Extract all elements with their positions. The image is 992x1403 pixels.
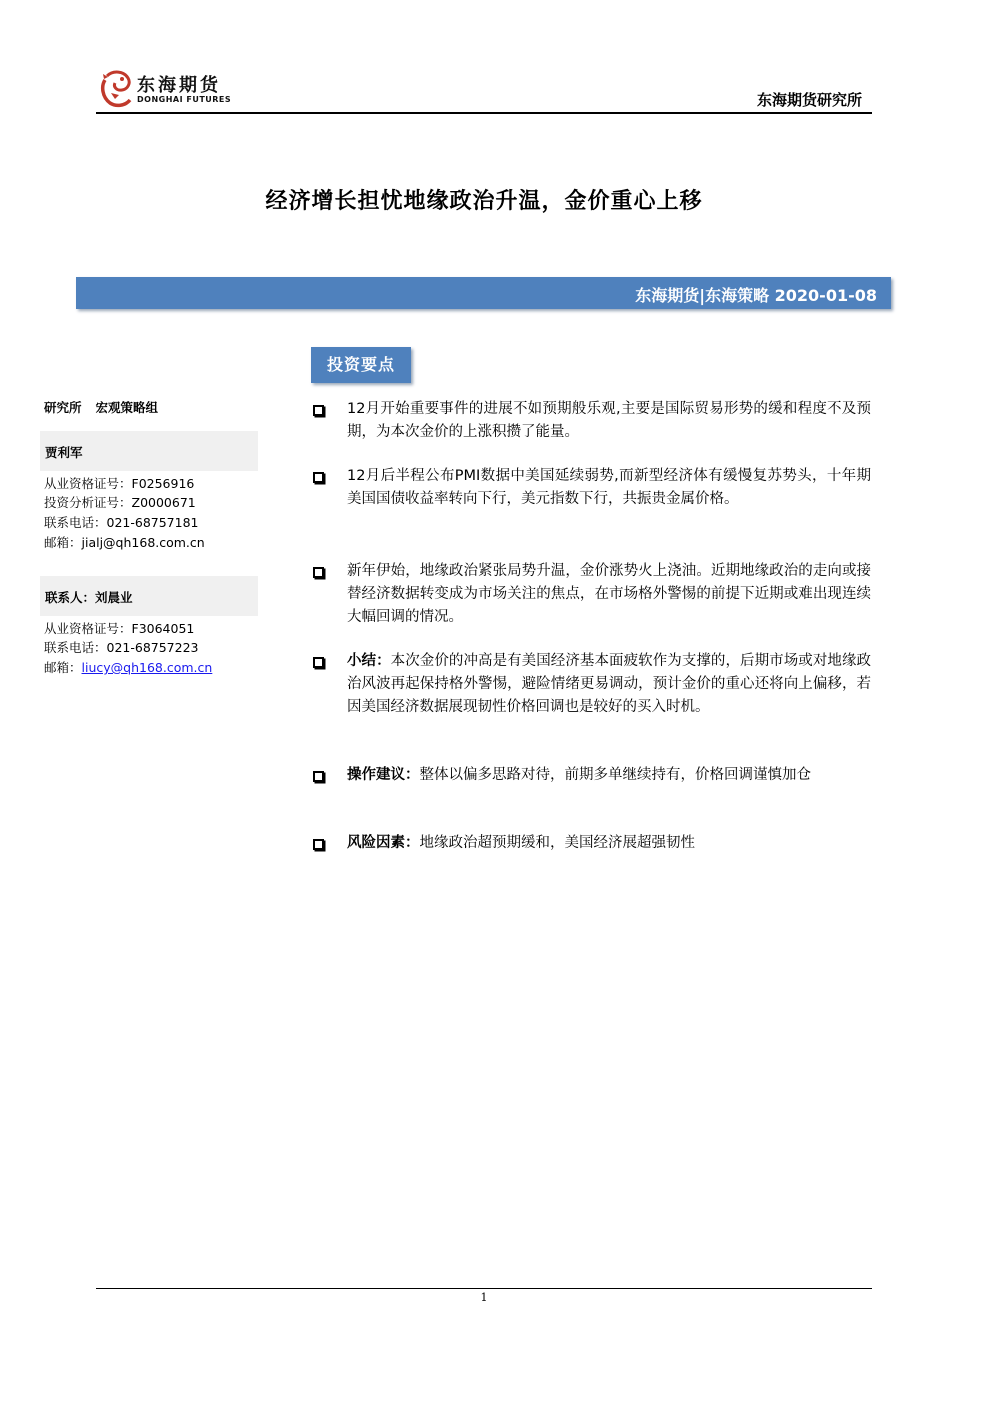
group-label: 宏观策略组 — [95, 400, 159, 415]
point-3 — [347, 560, 871, 629]
contact-name-box — [40, 576, 258, 616]
point-lead: 操作建议： — [347, 767, 420, 783]
point-text: 12月后半程公布PMI数据中美国延续弱势,而新型经济体有缓慢复苏势头，十年期美国国债收益率转向下行，美元指数下行，共振贵金属价格。 — [347, 468, 871, 507]
analyst-name: 贾利军 — [45, 445, 83, 460]
header-divider — [96, 112, 872, 114]
analyst-phone: 联系电话：021-68757181 — [44, 515, 199, 530]
contact-email-line — [44, 658, 212, 676]
report-banner — [76, 277, 891, 309]
point-lead: 风险因素： — [347, 835, 420, 851]
analyst-name-box — [40, 431, 258, 471]
contact-name: 联系人：刘晨业 — [45, 590, 133, 605]
checkbox-bullet-icon — [313, 839, 324, 850]
analyst-license: 从业资格证号：F0256916 — [44, 476, 195, 491]
company-logo — [97, 66, 237, 110]
point-text: 新年伊始，地缘政治紧张局势升温，金价涨势火上浇油。近期地缘政治的走向或接替经济数据转变成为市场关注的焦点，在市场格外警惕的前提下近期或难出现连续大幅回调的情况。 — [347, 563, 871, 625]
contact-email-link[interactable]: liucy@qh168.com.cn — [81, 660, 213, 675]
point-2 — [347, 465, 871, 511]
contact-email-label: 邮箱： — [44, 660, 82, 675]
point-text: 12月开始重要事件的进展不如预期般乐观,主要是国际贸易形势的缓和程度不及预期，为本次金价的上涨积攒了能量。 — [347, 401, 871, 440]
checkbox-bullet-icon — [313, 657, 324, 668]
logo-english-name: DONGHAI FUTURES — [137, 95, 232, 104]
point-4 — [347, 650, 871, 719]
point-1 — [347, 398, 871, 444]
checkbox-bullet-icon — [313, 567, 324, 578]
analyst-email: 邮箱：jialj@qh168.com.cn — [44, 535, 205, 550]
checkbox-bullet-icon — [313, 405, 324, 416]
logo-chinese-name: 东海期货 — [137, 75, 221, 96]
point-5 — [347, 764, 871, 787]
banner-text: 东海期货|东海策略 2020-01-08 — [635, 286, 877, 305]
point-6 — [347, 832, 871, 855]
analyst-invest-license: 投资分析证号：Z0000671 — [44, 495, 196, 510]
institute-name: 东海期货研究所 — [756, 91, 862, 109]
report-title: 经济增长担忧地缘政治升温，金价重心上移 — [265, 189, 703, 214]
point-lead: 小结： — [347, 653, 391, 669]
section-tab-investment-points: 投资要点 — [311, 347, 411, 383]
point-text: 地缘政治超预期缓和，美国经济展超强韧性 — [419, 835, 695, 851]
checkbox-bullet-icon — [313, 472, 324, 483]
point-text: 本次金价的冲高是有美国经济基本面疲软作为支撑的，后期市场或对地缘政治风波再起保持格外警惕，避险情绪更易调动，预计金价的重心还将向上偏移，若因美国经济数据展现韧性价格回调也是较好的买入时机。 — [347, 653, 871, 715]
contact-license: 从业资格证号：F3064051 — [44, 621, 195, 636]
checkbox-bullet-icon — [313, 771, 324, 782]
page-number: 1 — [480, 1291, 488, 1304]
footer-divider — [96, 1288, 872, 1289]
department-label: 研究所 — [44, 400, 82, 415]
dragon-logo-icon — [97, 66, 135, 110]
contact-phone: 联系电话：021-68757223 — [44, 640, 199, 655]
point-text: 整体以偏多思路对待，前期多单继续持有，价格回调谨慎加仓 — [419, 767, 811, 783]
sidebar-department — [44, 398, 172, 416]
